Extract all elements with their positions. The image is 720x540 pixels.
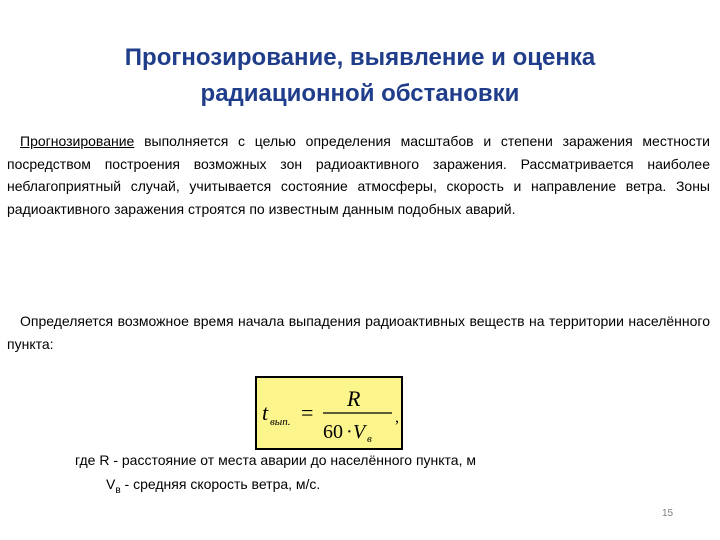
title-line-1: Прогнозирование, выявление и оценка [124,44,596,71]
legend-line-v [75,472,476,503]
formula-lhs-subscript: вып. [270,416,291,428]
page-number: 15 [662,508,674,519]
paragraph-fallout-time-text: Определяется возможное время начала выпадения радиоактивных веществ на территории населённого пункта: [7,313,710,352]
formula-numerator: R [347,386,361,411]
paragraph-forecasting [7,130,710,220]
formula-denominator-dot: · [346,421,353,443]
formula-denominator-subscript: в [367,433,372,445]
variables-legend [75,448,476,503]
formula-denominator-var: V [353,421,366,443]
formula-lhs-symbol: t [262,400,269,425]
legend-line-v-text: - средняя скорость ветра, м/с. [120,476,321,492]
formula-denominator-coef: 60 [323,421,343,443]
legend-line-r: где R - расстояние от места аварии до населённого пункта, м [75,452,476,468]
formula-fallout-time [257,378,405,452]
legend-var-v-subscript: в [115,484,121,496]
term-forecasting: Прогнозирование [20,133,135,149]
slide-title [60,40,660,112]
formula-equals: = [301,400,314,425]
formula-trailing-comma: , [395,409,399,426]
legend-var-v: V [106,476,116,492]
paragraph-fallout-time [7,310,710,355]
paragraph-forecasting-text: выполняется с целью определения масштабов и степени заражения местности посредством построения возможных зон радиоактивного заражения. Рассматривается наиболее неблагоприятный случай, учитывается состояние атмосферы, скорость и направление ветра. Зоны радиоактивного заражения строятся по известным данным подобных аварий. [7,133,710,217]
title-line-2: радиационной обстановки [200,80,520,107]
formula-box [255,376,403,450]
